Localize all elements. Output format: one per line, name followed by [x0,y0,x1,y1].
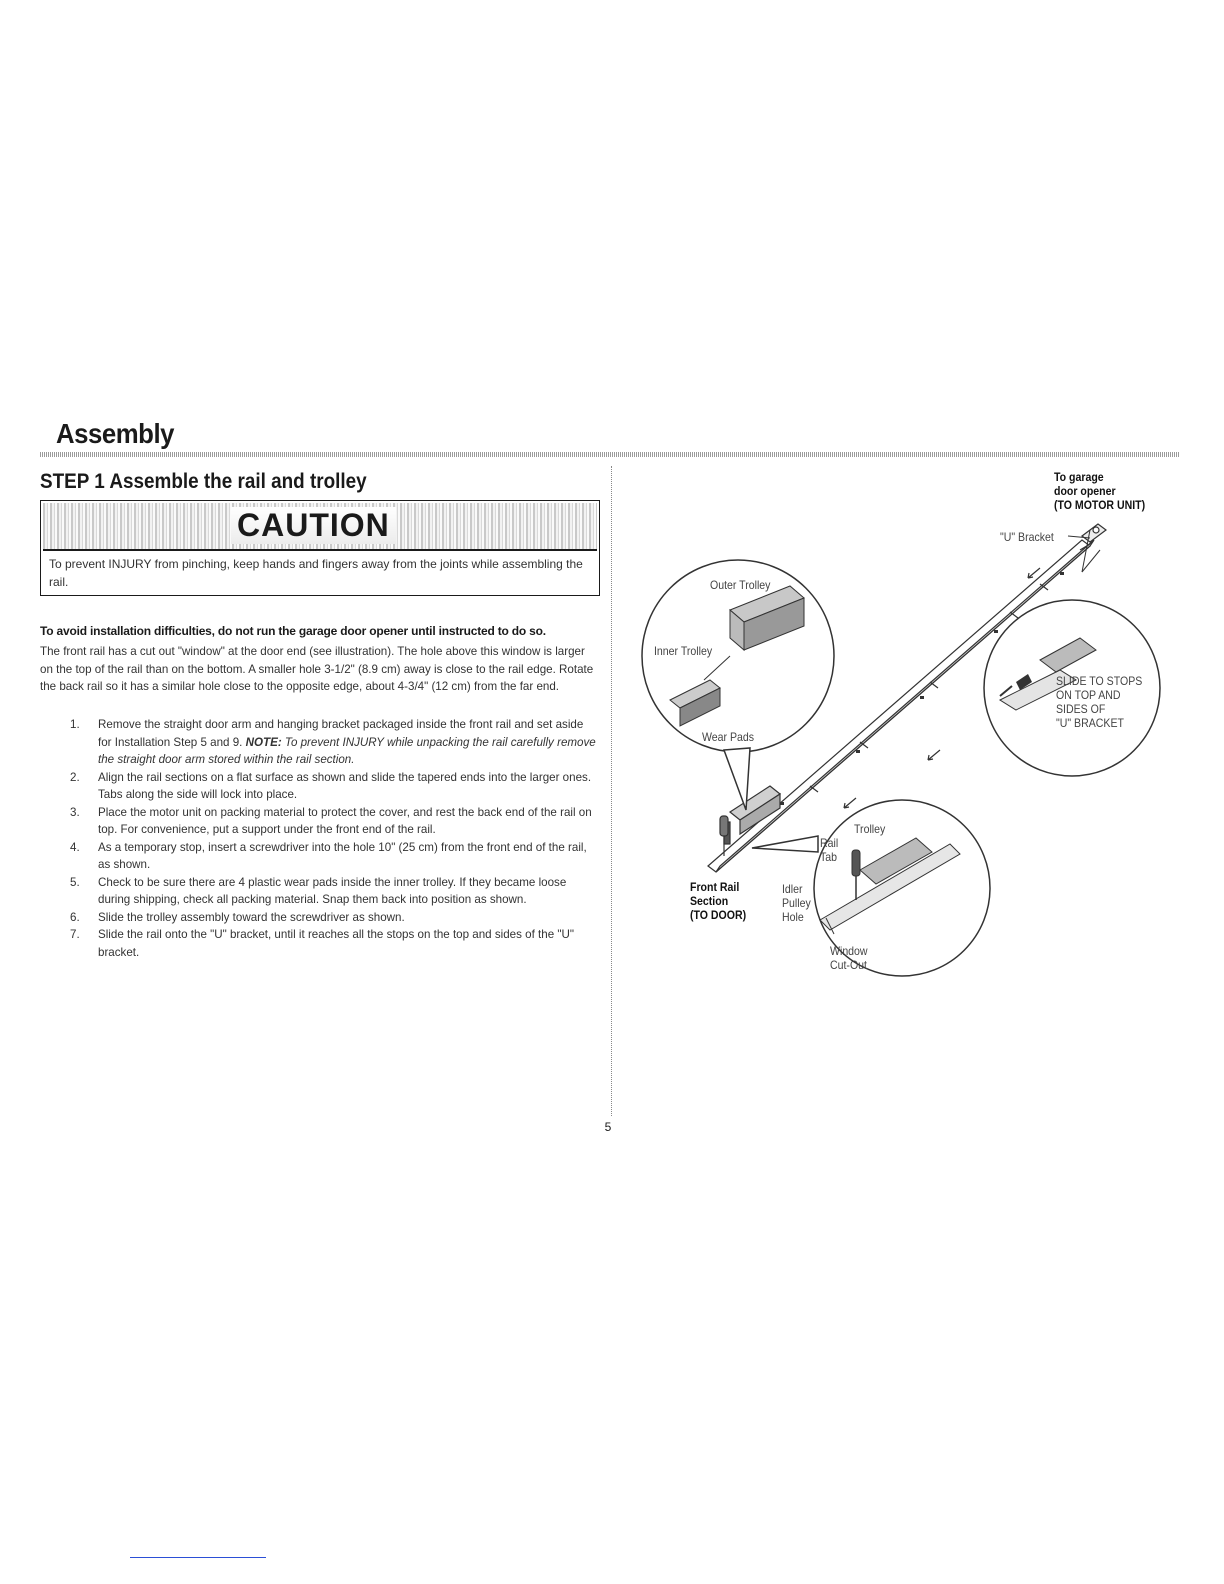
label-to-garage: To garage door opener (TO MOTOR UNIT) [1054,470,1146,512]
step-text: Check to be sure there are 4 plastic wear pads inside the inner trolley. If they became loose during shipping, check all packing material. Snap them back into position as shown. [98,875,567,906]
step-number: 1. [70,718,80,731]
step-number: 3. [70,805,80,819]
step-item [70,874,600,909]
label-window-cutout: Window Cut-Out [830,944,868,972]
label-wear-pads: Wear Pads [702,730,755,744]
step-item [70,769,600,804]
label-slide-to-stops: SLIDE TO STOPS ON TOP AND SIDES OF "U" BRACKET [1056,674,1143,730]
label-front-rail: Front Rail Section (TO DOOR) [690,880,747,922]
step-text: As a temporary stop, insert a screwdriver into the hole 10" (25 cm) from the front end of the rail, as shown. [98,840,587,871]
label-rail-tab: Rail Tab [820,836,839,864]
step-note-lead: NOTE: [245,735,282,749]
caution-text: To prevent INJURY from pinching, keep hands and fingers away from the joints while assembling the rail. [49,557,583,589]
label-inner-trolley: Inner Trolley [654,644,713,658]
step-number: 4. [70,840,80,854]
step-note: To prevent INJURY while unpacking the rail carefully remove the straight door arm stored within the rail section. [98,735,596,766]
step-item [70,909,600,927]
caution-banner [43,503,597,551]
step-number: 7. [70,928,80,941]
avoid-note: To avoid installation difficulties, do not run the garage door opener until instructed to do so. [40,624,546,638]
label-trolley: Trolley [854,822,886,836]
page-number: 5 [604,1120,612,1134]
step-item [70,804,600,839]
label-outer-trolley: Outer Trolley [710,578,771,592]
trolley-detail-callout [642,560,834,810]
intro-paragraph: The front rail has a cut out "window" at the door end (see illustration). The hole above this window is larger on the top of the rail than on the bottom. A smaller hole 3-1/2" (8.9 cm) away is close to the rail edge. Rotate the back rail so it has a similar hole close to the opposite edge, about 4-3/4" (12 cm) from the far end. [40,645,594,693]
caution-label: CAUTION [231,507,396,544]
step-text: Align the rail sections on a flat surface as shown and slide the tapered ends into the larger ones. Tabs along the side will lock into place. [98,770,592,801]
step-text: Slide the rail onto the "U" bracket, until it reaches all the stops on the top and sides of the "U" bracket. [98,928,574,959]
step-item [70,926,600,961]
step-text: Slide the trolley assembly toward the screwdriver as shown. [98,910,405,924]
section-title-rule [40,452,1180,457]
footer-line [130,1557,266,1558]
step-item [70,716,600,769]
step-number: 5. [70,875,80,889]
rail-assembly-diagram [620,460,1200,990]
step-number: 6. [70,910,80,924]
caution-box [40,500,600,596]
step-number: 2. [70,770,80,784]
step-item [70,839,600,874]
column-divider [611,466,612,1116]
section-title: Assembly [56,418,175,449]
label-idler-pulley-hole: Idler Pulley Hole [782,882,811,924]
steps-list [70,716,600,961]
step-text: Place the motor unit on packing material to protect the cover, and rest the back end of the rail on top. For convenience, put a support under the front end of the rail. [98,805,592,836]
step-text: Remove the straight door arm and hanging bracket packaged inside the front rail and set aside for Installation Step 5 and 9. [98,718,584,749]
step-title: STEP 1 Assemble the rail and trolley [40,470,367,493]
label-u-bracket: "U" Bracket [1000,530,1054,544]
u-bracket-icon [1082,524,1106,542]
